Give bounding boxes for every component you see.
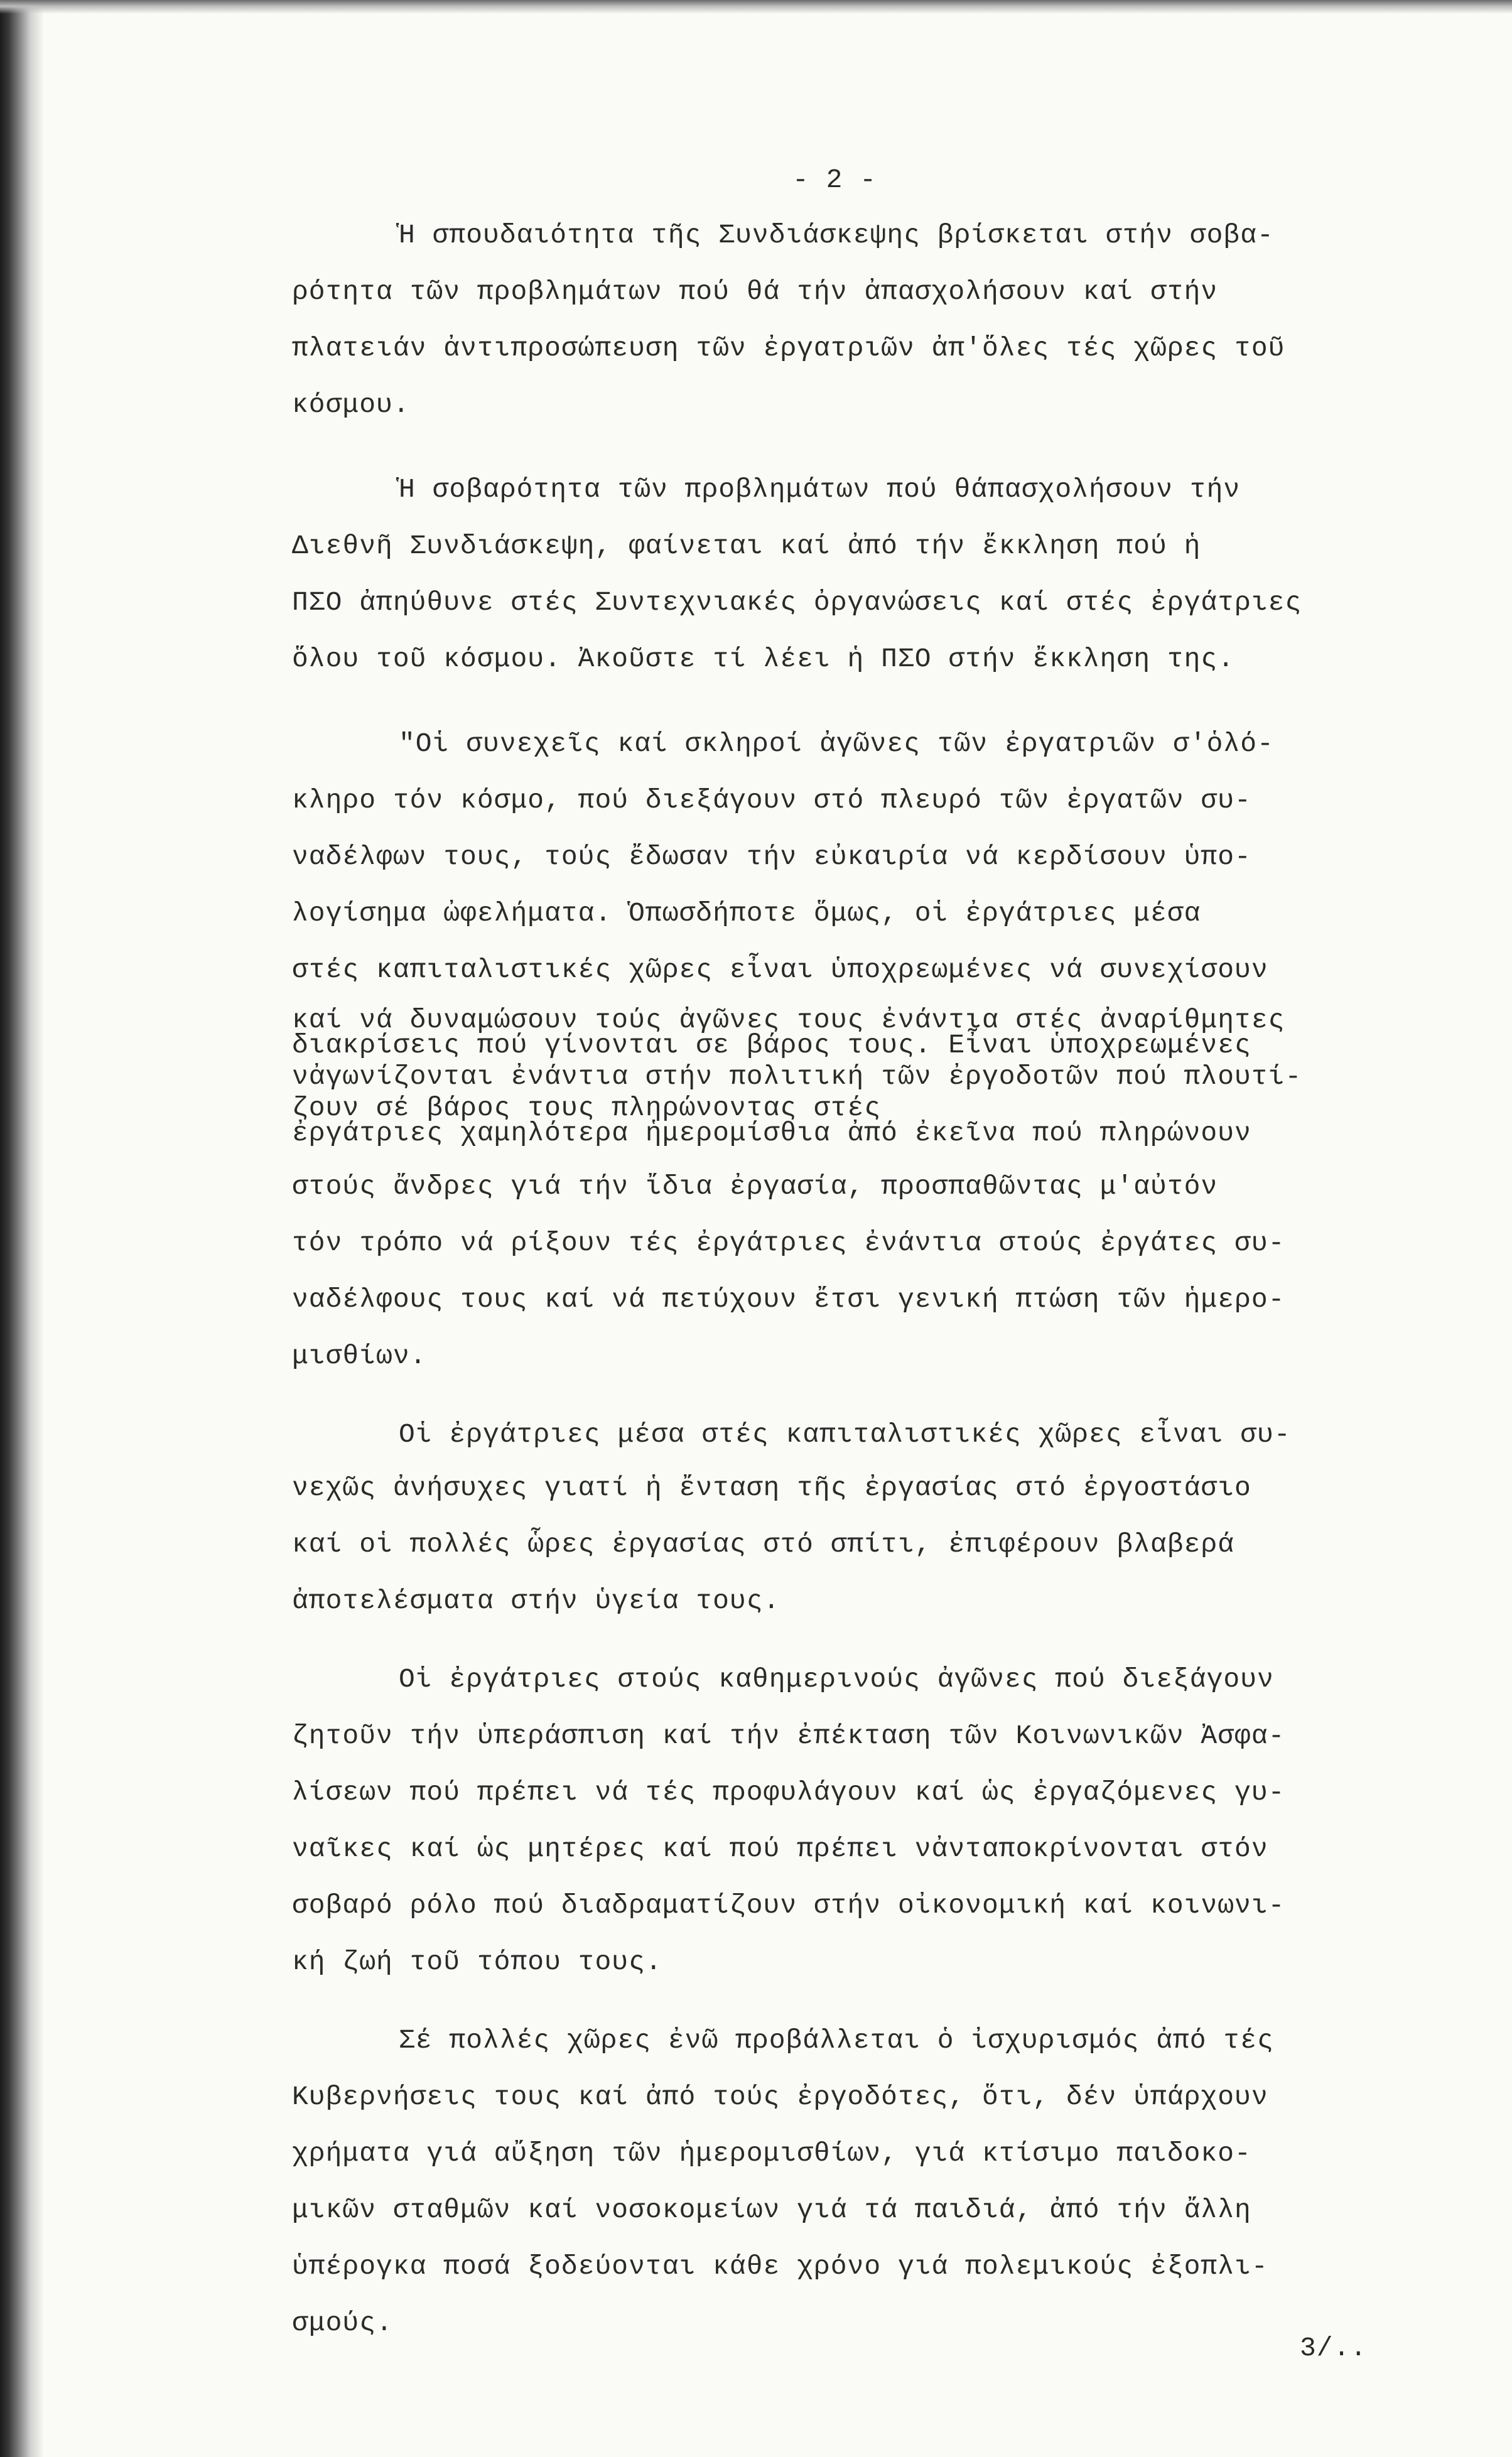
text-line: ναδέλφους τους καί νά πετύχουν ἔτσι γενική πτώση τῶν ἡμερο- — [292, 1284, 1285, 1315]
scan-top-edge — [0, 0, 1512, 14]
text-line: σμούς. — [292, 2308, 393, 2338]
text-line: Διεθνῆ Συνδιάσκεψη, φαίνεται καί ἀπό τήν ἔκκληση πού ἡ — [292, 531, 1201, 561]
scan-edge-shadow — [0, 0, 44, 2457]
text-line: κή ζωή τοῦ τόπου τους. — [292, 1947, 662, 1977]
text-line: Οἱ ἐργάτριες στούς καθημερινούς ἀγῶνες πού διεξάγουν — [399, 1664, 1274, 1695]
text-line: χρήματα γιά αὔξηση τῶν ἡμερομισθίων, γιά κτίσιμο παιδοκο- — [292, 2138, 1251, 2169]
text-line: ρότητα τῶν προβλημάτων πού θά τήν ἀπασχολήσουν καί στήν — [292, 276, 1218, 307]
text-line: Κυβερνήσεις τους καί ἀπό τούς ἐργοδότες, ὅτι, δέν ὑπάρχουν — [292, 2082, 1268, 2112]
text-line: ζητοῦν τήν ὑπεράσπιση καί τήν ἐπέκταση τῶν Κοινωνικῶν Ἀσφα- — [292, 1720, 1285, 1751]
text-line: ζουν σέ βάρος τους πληρώνοντας στές — [292, 1093, 882, 1123]
text-line: στές καπιταλιστικές χῶρες εἶναι ὑποχρεωμένες νά συνεχίσουν — [292, 954, 1268, 985]
text-line: ὅλου τοῦ κόσμου. Ἀκοῦστε τί λέει ἡ ΠΣΟ στήν ἔκκληση της. — [292, 644, 1235, 674]
text-line: "Οἱ συνεχεῖς καί σκληροί ἀγῶνες τῶν ἐργατριῶν σ'ὁλό- — [399, 728, 1274, 759]
text-line: πλατειάν ἀντιπροσώπευση τῶν ἐργατριῶν ἀπ'ὅλες τές χῶρες τοῦ — [292, 333, 1285, 364]
text-line: μισθίων. — [292, 1341, 427, 1371]
text-line: νεχῶς ἀνήσυχες γιατί ἡ ἔνταση τῆς ἐργασίας στό ἐργοστάσιο — [292, 1472, 1251, 1503]
text-line: διακρίσεις πού γίνονται σε βάρος τους. Εἶναι ὑποχρεωμένες — [292, 1030, 1251, 1061]
text-line: καί οἱ πολλές ὧρες ἐργασίας στό σπίτι, ἐπιφέρουν βλαβερά — [292, 1529, 1235, 1560]
page-number: - 2 - — [792, 165, 877, 195]
text-line: κόσμου. — [292, 389, 410, 420]
text-line: κληρο τόν κόσμο, πού διεξάγουν στό πλευρό τῶν ἐργατῶν συ- — [292, 785, 1251, 816]
text-line: μικῶν σταθμῶν καί νοσοκομείων γιά τά παιδιά, ἀπό τήν ἄλλη — [292, 2195, 1251, 2225]
text-line: σοβαρό ρόλο πού διαδραματίζουν στήν οἰκονομική καί κοινωνι- — [292, 1890, 1285, 1921]
text-line: λογίσημα ὠφελήματα. Ὁπωσδήποτε ὅμως, οἱ ἐργάτριες μέσα — [292, 898, 1201, 929]
text-line: ἀποτελέσματα στήν ὑγεία τους. — [292, 1585, 780, 1616]
text-line: Ἡ σπουδαιότητα τῆς Συνδιάσκεψης βρίσκεται στήν σοβα- — [399, 220, 1274, 251]
text-line: ὑπέρογκα ποσά ξοδεύονται κάθε χρόνο γιά πολεμικούς ἐξοπλι- — [292, 2251, 1268, 2282]
text-line: Σέ πολλές χῶρες ἐνῶ προβάλλεται ὁ ἰσχυρισμός ἀπό τές — [399, 2025, 1274, 2056]
text-line: ναδέλφων τους, τούς ἔδωσαν τήν εὐκαιρία νά κερδίσουν ὑπο- — [292, 841, 1251, 872]
text-line: ΠΣΟ ἀπηύθυνε στές Συντεχνιακές ὀργανώσεις καί στές ἐργάτριες — [292, 587, 1302, 618]
text-line: τόν τρόπο νά ρίξουν τές ἐργάτριες ἐνάντια στούς ἐργάτες συ- — [292, 1228, 1285, 1258]
text-line: καί νά δυναμώσουν τούς ἀγῶνες τους ἐνάντια στές ἀναρίθμητες — [292, 1005, 1285, 1035]
text-line: ἐργάτριες χαμηλότερα ἡμερομίσθια ἀπό ἐκεῖνα πού πληρώνουν — [292, 1118, 1251, 1148]
text-line: στούς ἄνδρες γιά τήν ἴδια ἐργασία, προσπαθῶντας μ'αὐτόν — [292, 1171, 1218, 1202]
text-line: Ἡ σοβαρότητα τῶν προβλημάτων πού θάπασχολήσουν τήν — [399, 474, 1241, 505]
text-line: νἀγωνίζονται ἐνάντια στήν πολιτική τῶν ἐργοδοτῶν πού πλουτί- — [292, 1061, 1302, 1092]
text-line: ναῖκες καί ὡς μητέρες καί πού πρέπει νἀνταποκρίνονται στόν — [292, 1833, 1268, 1864]
continuation-marker: 3/.. — [1300, 2333, 1368, 2363]
text-line: λίσεων πού πρέπει νά τές προφυλάγουν καί ὡς ἐργαζόμενες γυ- — [292, 1777, 1285, 1808]
text-line: Οἱ ἐργάτριες μέσα στές καπιταλιστικές χῶρες εἶναι συ- — [399, 1419, 1291, 1450]
